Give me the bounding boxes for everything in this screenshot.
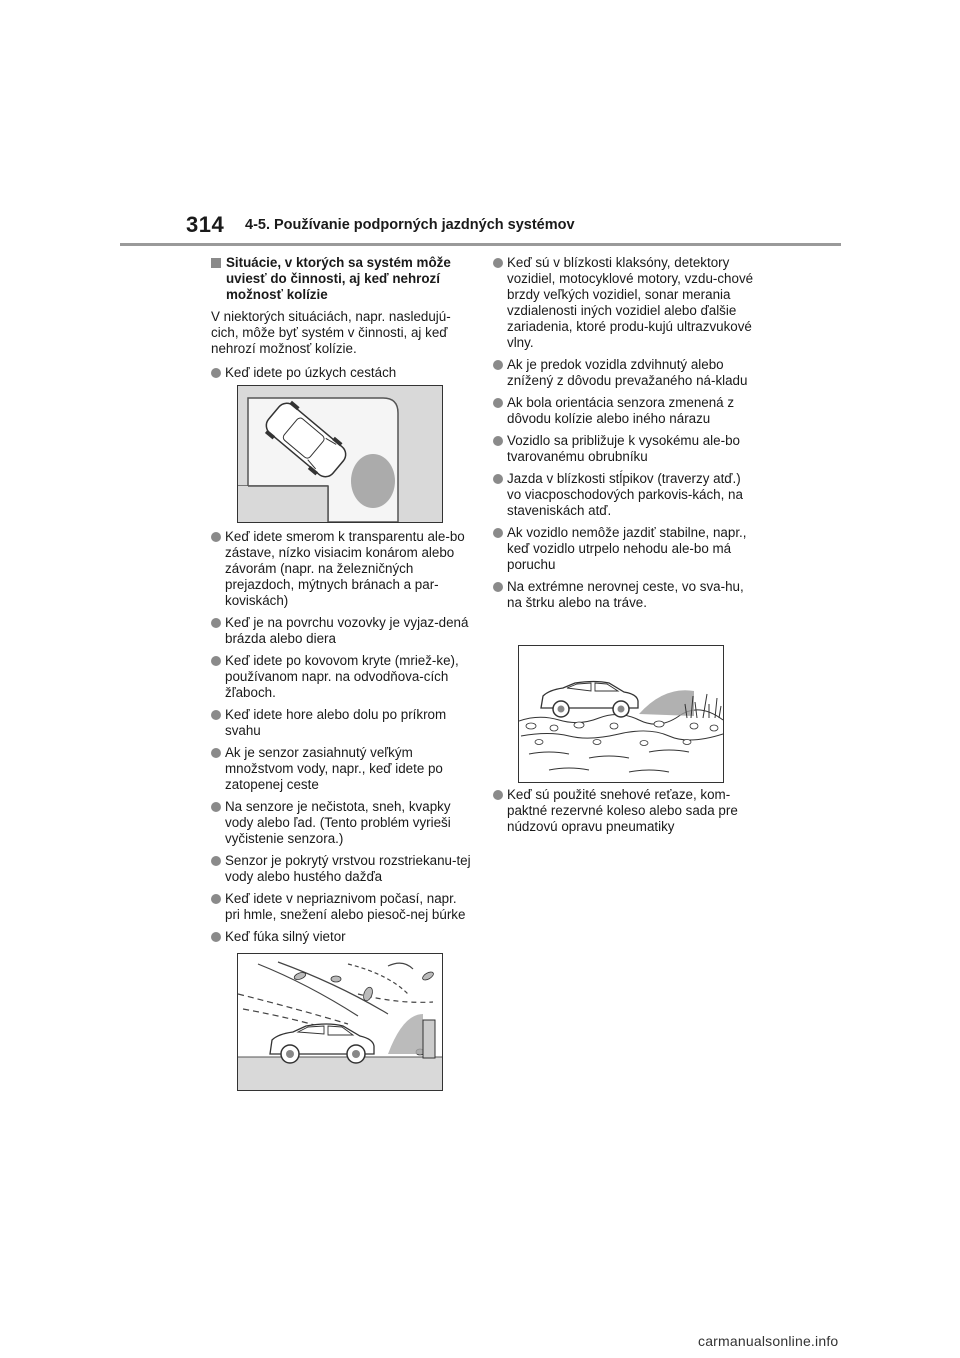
bullet-dot-icon bbox=[493, 582, 503, 592]
list-item bbox=[211, 799, 473, 847]
list-item bbox=[493, 471, 755, 519]
bullet-dot-icon bbox=[493, 436, 503, 446]
list-item bbox=[211, 853, 473, 885]
list-item-text: Keď idete v nepriaznivom počasí, napr. pri hmle, snežení alebo piesoč-nej búrke bbox=[225, 891, 466, 922]
left-column-continued bbox=[211, 529, 473, 951]
bullet-dot-icon bbox=[211, 532, 221, 542]
list-item-text: Keď je na povrchu vozovky je vyjaz-dená brázda alebo diera bbox=[225, 615, 469, 646]
list-item-text: Keď sú v blízkosti klaksóny, detektory vozidiel, motocyklové motory, vzdu-chové brzdy veľkých vozidiel, sonar merania vzdialenosti iných vozidiel alebo ďalšie zariadenia, ktoré produ-kujú ultrazvukové vlny. bbox=[507, 255, 754, 350]
list-item bbox=[493, 525, 755, 573]
list-item bbox=[493, 255, 755, 351]
page-header bbox=[0, 0, 960, 250]
list-item-text: Na extrémne nerovnej ceste, vo sva-hu, na štrku alebo na tráve. bbox=[507, 579, 744, 610]
list-item-text: Keď sú použité snehové reťaze, kom-paktné rezervné koleso alebo sada pre núdzovú opravu pneumatiky bbox=[507, 787, 738, 834]
list-item bbox=[493, 787, 755, 835]
bullet-dot-icon bbox=[211, 894, 221, 904]
bullet-dot-icon bbox=[211, 802, 221, 812]
list-item-text: Ak je predok vozidla zdvihnutý alebo znížený z dôvodu prevažaného ná-kladu bbox=[507, 357, 748, 388]
bullet-dot-icon bbox=[211, 748, 221, 758]
bullet-dot-icon bbox=[211, 932, 221, 942]
list-item bbox=[211, 707, 473, 739]
list-item-text: Jazda v blízkosti stĺpikov (traverzy atď.) vo viacposchodových parkovis-kách, na staveniskách atď. bbox=[507, 471, 743, 518]
list-item-text: Ak bola orientácia senzora zmenená z dôvodu kolízie alebo iného nárazu bbox=[507, 395, 735, 426]
section-heading-text: Situácie, v ktorých sa systém môže uviesť do činnosti, aj keď nehrozí možnosť kolízie bbox=[226, 255, 451, 302]
list-item-text: Keď idete po úzkych cestách bbox=[225, 365, 397, 380]
bullet-dot-icon bbox=[493, 528, 503, 538]
bullet-dot-icon bbox=[493, 398, 503, 408]
strong-wind-illustration bbox=[237, 953, 443, 1091]
list-item-text: Keď idete po kovovom kryte (mriež-ke), používanom napr. na odvodňova-cích žľaboch. bbox=[225, 653, 459, 700]
chapter-title: 4-5. Používanie podporných jazdných systémov bbox=[245, 217, 575, 233]
list-item bbox=[211, 745, 473, 793]
list-item bbox=[493, 395, 755, 427]
list-item-text: Ak je senzor zasiahnutý veľkým množstvom vody, napr., keď idete po zatopenej ceste bbox=[225, 745, 443, 792]
header-divider bbox=[120, 243, 841, 246]
list-item bbox=[211, 929, 473, 945]
list-item bbox=[493, 357, 755, 389]
bullet-dot-icon bbox=[211, 618, 221, 628]
list-item-text: Keď idete smerom k transparentu ale-bo zástave, nízko visiacim konárom alebo závorám (napr. na železničných prejazdoch, mýtnych bránach a par-koviskách) bbox=[225, 529, 465, 608]
narrow-road-car-icon bbox=[238, 386, 442, 522]
list-item-text: Ak vozidlo nemôže jazdiť stabilne, napr., keď vozidlo utrpelo nehodu ale-bo má poruchu bbox=[507, 525, 747, 572]
list-item-text: Vozidlo sa približuje k vysokému ale-bo tvarovanému obrubníku bbox=[507, 433, 740, 464]
list-item-text: Keď idete hore alebo dolu po príkrom svahu bbox=[225, 707, 447, 738]
list-item-text: Senzor je pokrytý vrstvou rozstriekanu-tej vody alebo hustého dažďa bbox=[225, 853, 471, 884]
bullet-dot-icon bbox=[493, 474, 503, 484]
list-item-text: Keď fúka silný vietor bbox=[225, 929, 346, 944]
bullet-dot-icon bbox=[211, 856, 221, 866]
bullet-dot-icon bbox=[211, 368, 221, 378]
page-number: 314 bbox=[186, 212, 225, 237]
bullet-dot-icon bbox=[493, 790, 503, 800]
wind-leaves-car-icon bbox=[238, 954, 442, 1090]
list-item bbox=[211, 615, 473, 647]
rough-road-car-icon bbox=[519, 646, 723, 782]
rough-road-illustration bbox=[518, 645, 724, 783]
square-bullet-icon bbox=[211, 258, 221, 268]
right-column-continued bbox=[493, 787, 755, 841]
bullet-dot-icon bbox=[211, 710, 221, 720]
list-item bbox=[493, 433, 755, 465]
list-item bbox=[493, 579, 755, 611]
list-item-text: Na senzore je nečistota, sneh, kvapky vody alebo ľad. (Tento problém vyrieši vyčistenie senzora.) bbox=[225, 799, 451, 846]
bullet-dot-icon bbox=[493, 258, 503, 268]
list-item bbox=[211, 365, 473, 381]
bullet-dot-icon bbox=[211, 656, 221, 666]
list-item bbox=[211, 653, 473, 701]
list-item bbox=[211, 891, 473, 923]
list-item bbox=[211, 529, 473, 609]
section-heading bbox=[211, 255, 473, 303]
left-column bbox=[211, 255, 473, 387]
right-column bbox=[493, 255, 755, 617]
narrow-road-illustration bbox=[237, 385, 443, 523]
bullet-dot-icon bbox=[493, 360, 503, 370]
intro-paragraph: V niektorých situáciách, napr. nasledujú-cich, môže byť systém v činnosti, aj keď nehrozí možnosť kolízie. bbox=[211, 309, 451, 356]
watermark: carmanualsonline.info bbox=[698, 1333, 839, 1349]
